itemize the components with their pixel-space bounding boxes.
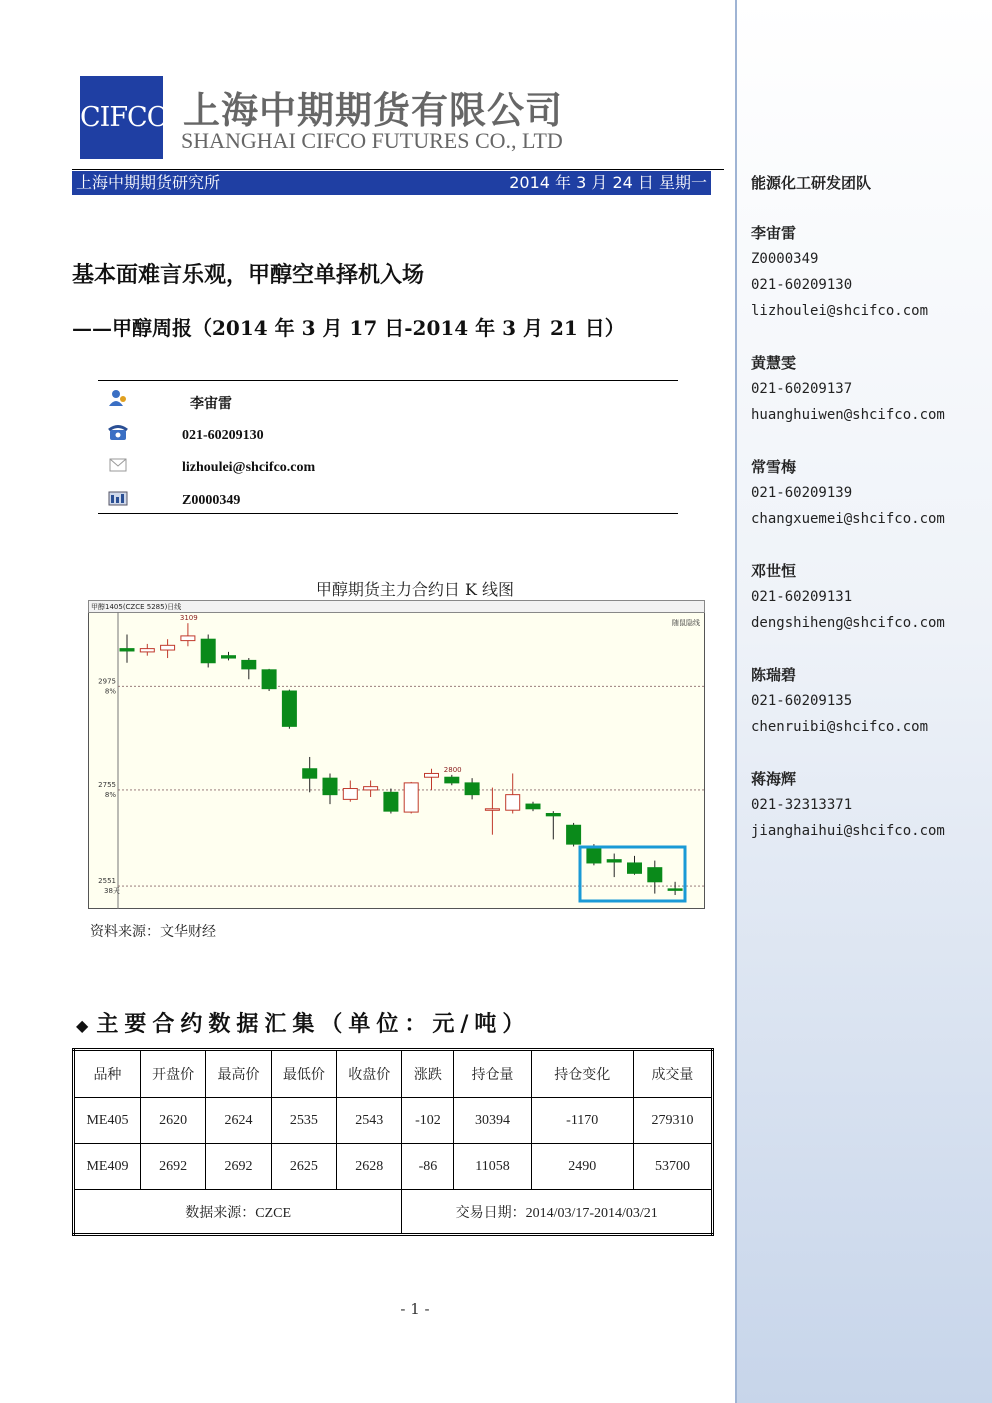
company-logo: CIFCO [80, 76, 163, 159]
section-title-text: 主要合约数据汇集（单位：元/吨） [96, 1011, 531, 1037]
candle-body [628, 863, 642, 873]
y-tick-label: 2551 [98, 877, 116, 886]
y-tick-label: 2755 [98, 780, 116, 789]
report-title: 基本面难言乐观，甲醇空单择机入场 [72, 262, 425, 288]
price-annotation: 2800 [443, 765, 462, 774]
table-cell: 2692 [140, 1144, 205, 1190]
candle-body [425, 773, 439, 777]
candle-body [404, 783, 418, 812]
contact-name: 邓世恒 [751, 562, 797, 580]
sidebar-contact [751, 766, 945, 844]
contact-id: Z0000349 [751, 251, 819, 267]
col-header: 持仓量 [454, 1050, 531, 1098]
chart-source: 资料来源：文华财经 [90, 924, 216, 940]
sidebar-team-title: 能源化工研发团队 [751, 174, 872, 192]
table-cell: 2692 [206, 1144, 271, 1190]
candle-body [567, 825, 581, 844]
data-source-cell: 数据来源：CZCE [74, 1190, 402, 1235]
institute-name: 上海中期期货研究所 [76, 173, 221, 192]
author-block-top-rule [98, 380, 678, 381]
candle-body [546, 813, 560, 815]
sidebar-contact [751, 350, 945, 428]
candle [282, 690, 296, 729]
candlestick-chart [88, 600, 705, 909]
candle-body [343, 789, 357, 800]
contact-phone[interactable]: 021-60209130 [751, 277, 853, 293]
y-tick-sublabel: 38天 [104, 887, 120, 896]
candle-body [222, 656, 236, 658]
candle-body [668, 889, 682, 891]
table-header-row [74, 1050, 713, 1098]
chart-caption: 甲醇期货主力合约日 K 线图 [315, 580, 515, 599]
contact-phone[interactable]: 021-60209131 [751, 589, 853, 605]
contact-email[interactable]: chenruibi@shcifco.com [751, 719, 929, 735]
candle-body [465, 783, 479, 795]
candle-body [262, 670, 276, 689]
sidebar [735, 0, 992, 1403]
table-cell: 279310 [633, 1098, 712, 1144]
author-name: 李宙雷 [190, 397, 232, 412]
candle [262, 669, 276, 691]
sidebar-contact [751, 220, 928, 324]
table-row [74, 1098, 713, 1144]
contact-email[interactable]: dengshiheng@shcifco.com [751, 615, 945, 631]
contact-name: 蒋海辉 [751, 770, 797, 788]
contact-phone[interactable]: 021-60209135 [751, 693, 853, 709]
y-tick-label: 2975 [98, 677, 116, 686]
col-header: 最低价 [271, 1050, 336, 1098]
mail-icon [108, 456, 128, 474]
chart-header-label: 甲醇1405(CZCE 5285)日线 [91, 603, 182, 611]
candle-body [384, 792, 398, 811]
sidebar-contact [751, 558, 945, 636]
candle [404, 782, 418, 814]
trade-date-cell: 交易日期：2014/03/17-2014/03/21 [402, 1190, 713, 1235]
contract-summary-table [72, 1048, 714, 1236]
id-card-icon [108, 489, 128, 507]
candle-body [364, 787, 378, 790]
contact-phone[interactable]: 021-32313371 [751, 797, 853, 813]
company-name-en: SHANGHAI CIFCO FUTURES CO., LTD [181, 128, 563, 153]
report-subtitle: ——甲醇周报（2014 年 3 月 17 日-2014 年 3 月 21 日） [72, 316, 625, 340]
sidebar-contact [751, 454, 945, 532]
table-cell: 2628 [337, 1144, 402, 1190]
table-cell: -1170 [531, 1098, 633, 1144]
contact-name: 黄慧雯 [751, 354, 797, 372]
header-bar [72, 171, 711, 195]
sidebar-contact [751, 662, 928, 740]
candle [201, 634, 215, 667]
contact-email[interactable]: huanghuiwen@shcifco.com [751, 407, 945, 423]
section-title [76, 1007, 530, 1038]
author-email[interactable]: lizhoulei@shcifco.com [182, 460, 316, 475]
table-cell: -102 [402, 1098, 454, 1144]
candle-body [303, 769, 317, 778]
author-block-bottom-rule [98, 513, 678, 514]
table-cell: 2535 [271, 1098, 336, 1144]
candle-body [648, 868, 662, 882]
candle-body [242, 660, 256, 668]
candle [567, 823, 581, 847]
col-header: 开盘价 [140, 1050, 205, 1098]
col-header: 持仓变化 [531, 1050, 633, 1098]
table-cell: ME409 [74, 1144, 141, 1190]
contact-phone[interactable]: 021-60209137 [751, 381, 853, 397]
contact-email[interactable]: jianghaihui@shcifco.com [751, 823, 945, 839]
candle-body [485, 809, 499, 811]
author-license: Z0000349 [182, 493, 241, 508]
table-row [74, 1144, 713, 1190]
table-cell: ME405 [74, 1098, 141, 1144]
table-cell: 2490 [531, 1144, 633, 1190]
table-cell: 30394 [454, 1098, 531, 1144]
table-cell: 2543 [337, 1098, 402, 1144]
candle-body [587, 849, 601, 863]
candle-body [445, 777, 459, 783]
report-date: 2014 年 3 月 24 日 星期一 [509, 173, 707, 192]
author-phone[interactable]: 021-60209130 [182, 428, 264, 443]
company-name-cn: 上海中期期货有限公司 [183, 89, 563, 132]
col-header: 涨跌 [402, 1050, 454, 1098]
candle-body [201, 639, 215, 663]
candle-body [607, 860, 621, 862]
col-header: 收盘价 [337, 1050, 402, 1098]
col-header: 最高价 [206, 1050, 271, 1098]
candle-body [526, 804, 540, 809]
col-header: 品种 [74, 1050, 141, 1098]
person-icon [108, 389, 128, 407]
table-footer-row [74, 1190, 713, 1235]
candle-body [181, 636, 195, 641]
contact-email[interactable]: lizhoulei@shcifco.com [751, 303, 929, 319]
table-cell: 2625 [271, 1144, 336, 1190]
contact-phone[interactable]: 021-60209139 [751, 485, 853, 501]
y-tick-sublabel: 8% [104, 790, 116, 799]
candle-body [323, 778, 337, 794]
candle-body [120, 649, 134, 651]
phone-icon [108, 424, 128, 442]
candle-body [140, 649, 154, 652]
header-divider [72, 169, 724, 170]
col-header: 成交量 [633, 1050, 712, 1098]
contact-email[interactable]: changxuemei@shcifco.com [751, 511, 945, 527]
y-tick-sublabel: 8% [104, 687, 116, 696]
contact-name: 陈瑞碧 [751, 666, 797, 684]
candle-body [282, 691, 296, 726]
candle [384, 789, 398, 814]
diamond-bullet-icon: ◆ [76, 1016, 97, 1035]
candle-body [506, 795, 520, 811]
table-cell: 11058 [454, 1144, 531, 1190]
contact-name: 常雪梅 [751, 458, 797, 476]
price-annotation: 3109 [179, 614, 198, 623]
candle-body [161, 645, 175, 650]
table-cell: 2624 [206, 1098, 271, 1144]
table-cell: 2620 [140, 1098, 205, 1144]
table-cell: -86 [402, 1144, 454, 1190]
chart-corner-label: 随鼠隐线 [672, 619, 700, 627]
table-cell: 53700 [633, 1144, 712, 1190]
contact-name: 李宙雷 [751, 224, 797, 242]
page-number: - 1 - [400, 1300, 430, 1318]
